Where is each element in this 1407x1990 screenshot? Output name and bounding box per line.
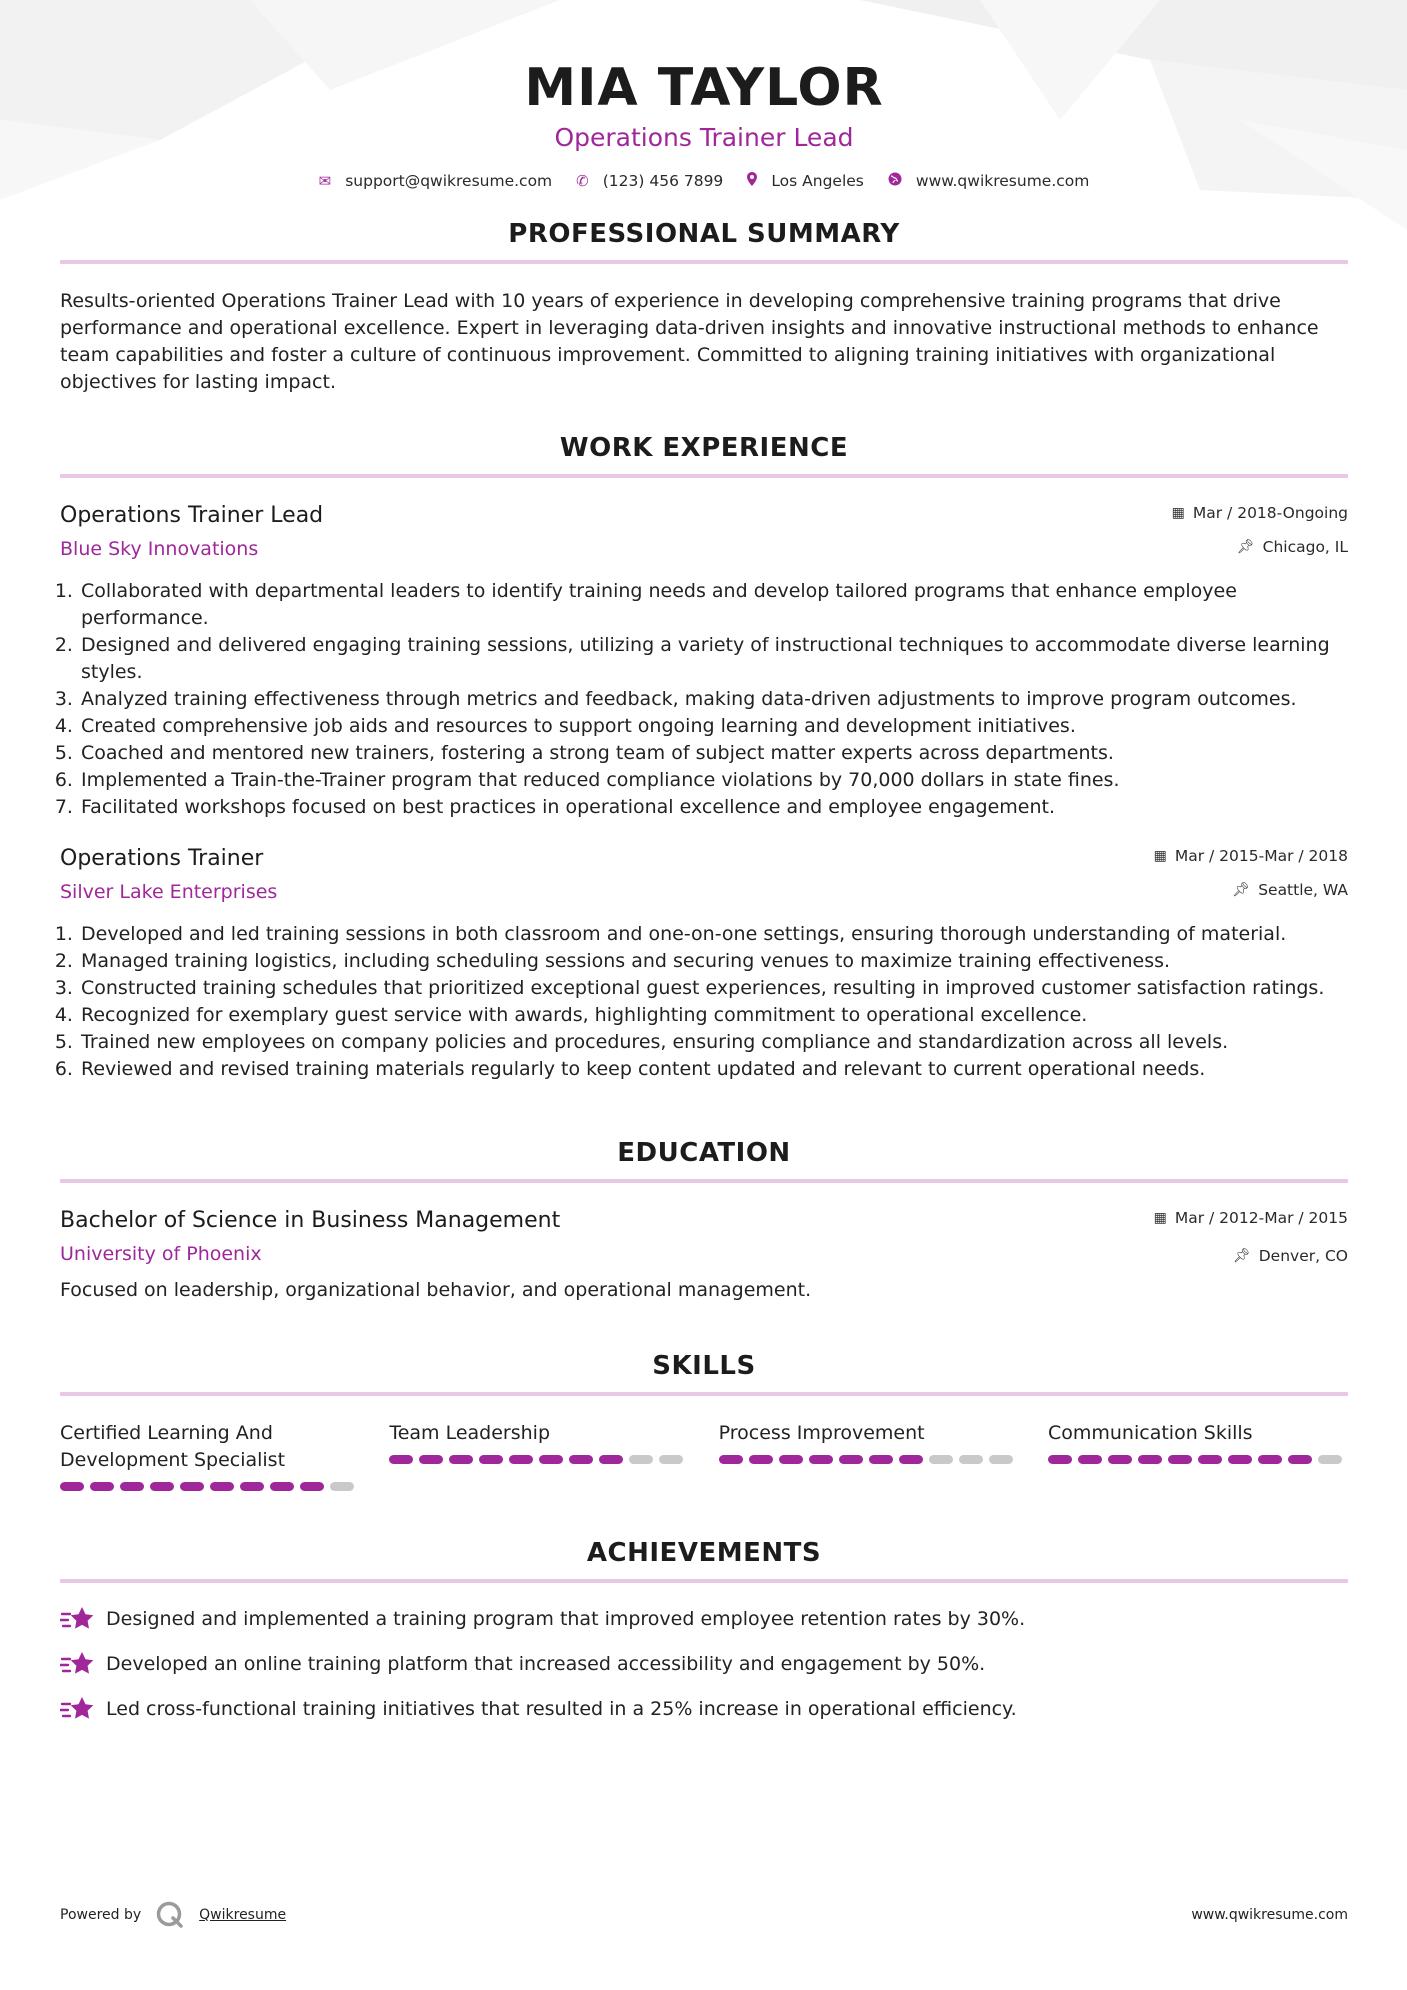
skill-segment-filled <box>479 1455 503 1464</box>
star-icon <box>60 1605 96 1633</box>
education-location: Denver, CO <box>1258 1247 1348 1265</box>
bullet-item: 1. Collaborated with departmental leaders to identify training needs and develop tailored programs that enhance employee performance. <box>79 578 1348 632</box>
job-bullets <box>60 921 1348 1083</box>
contact-bar <box>60 172 1348 190</box>
achievement-item <box>60 1695 1348 1723</box>
skill-segment-empty <box>959 1455 983 1464</box>
powered-by <box>60 1900 286 1930</box>
phone-icon: ✆ <box>576 172 589 190</box>
achievement-item <box>60 1605 1348 1633</box>
education-entry <box>60 1207 1348 1304</box>
achievements-section <box>60 1537 1348 1723</box>
skill-level-bar <box>1048 1455 1348 1464</box>
envelope-icon: ✉ <box>318 172 332 190</box>
skill-segment-filled <box>749 1455 773 1464</box>
star-icon <box>60 1650 96 1678</box>
skill-segment-filled <box>1198 1455 1222 1464</box>
star-icon <box>60 1695 96 1723</box>
contact-location <box>747 172 864 190</box>
powered-by-label: Powered by <box>60 1907 142 1923</box>
page-footer <box>60 1900 1348 1930</box>
skill-item <box>60 1420 360 1491</box>
skill-segment-filled <box>869 1455 893 1464</box>
summary-section <box>60 218 1348 396</box>
footer-website[interactable]: www.qwikresume.com <box>1191 1907 1348 1923</box>
job-bullets <box>60 578 1348 821</box>
phone-text: (123) 456 7899 <box>602 172 724 190</box>
calendar-icon: ▦ <box>1153 848 1167 864</box>
degree-name: Bachelor of Science in Business Management <box>60 1208 561 1233</box>
skill-level-bar <box>60 1482 360 1491</box>
experience-section <box>60 432 1348 1083</box>
job-meta <box>1154 845 1348 901</box>
education-meta <box>1154 1207 1348 1267</box>
skill-segment-filled <box>539 1455 563 1464</box>
skill-segment-filled <box>150 1482 174 1491</box>
skill-segment-filled <box>1258 1455 1282 1464</box>
job-title: Operations Trainer <box>60 846 264 871</box>
bullet-item: 4. Recognized for exemplary guest service with awards, highlighting commitment to operational excellence. <box>79 1002 1348 1029</box>
achievement-text: Designed and implemented a training program that improved employee retention rates by 30%. <box>106 1607 1026 1630</box>
job-title: Operations Trainer Lead <box>60 503 324 528</box>
job-entry <box>60 502 1348 821</box>
bullet-item: 5. Trained new employees on company policies and procedures, ensuring compliance and standardization across all levels. <box>79 1029 1348 1056</box>
skill-segment-empty <box>330 1482 354 1491</box>
location-text: Los Angeles <box>771 172 864 190</box>
candidate-title: Operations Trainer Lead <box>554 123 854 152</box>
contact-email[interactable] <box>319 172 553 190</box>
skill-item <box>719 1420 1019 1491</box>
skill-item <box>389 1420 689 1491</box>
skill-segment-filled <box>1228 1455 1252 1464</box>
skill-segment-filled <box>1138 1455 1162 1464</box>
company-name: Silver Lake Enterprises <box>60 881 278 903</box>
skill-segment-filled <box>1288 1455 1312 1464</box>
bullet-item: 7. Facilitated workshops focused on best practices in operational excellence and employee engagement. <box>79 794 1348 821</box>
skill-segment-empty <box>1318 1455 1342 1464</box>
skill-segment-filled <box>270 1482 294 1491</box>
achievements-list <box>60 1605 1348 1723</box>
bullet-item: 3. Constructed training schedules that prioritized exceptional guest experiences, resulting in improved customer satisfaction ratings. <box>79 975 1348 1002</box>
job-dates: Mar / 2018-Ongoing <box>1192 504 1348 522</box>
skill-segment-filled <box>240 1482 264 1491</box>
bullet-item: 1. Developed and led training sessions in both classroom and one-on-one settings, ensuring thorough understanding of material. <box>79 921 1348 948</box>
job-location: Chicago, IL <box>1262 538 1348 556</box>
skill-segment-empty <box>929 1455 953 1464</box>
pushpin-icon: 📌︎ <box>1236 539 1255 555</box>
skill-segment-filled <box>389 1455 413 1464</box>
skill-segment-filled <box>1108 1455 1132 1464</box>
skills-section <box>60 1350 1348 1491</box>
calendar-icon: ▦ <box>1153 1210 1167 1226</box>
experience-heading: WORK EXPERIENCE <box>60 432 1348 478</box>
skill-segment-filled <box>809 1455 833 1464</box>
map-pin-icon <box>747 172 757 190</box>
summary-heading: PROFESSIONAL SUMMARY <box>60 218 1348 264</box>
skill-segment-filled <box>899 1455 923 1464</box>
skill-segment-filled <box>90 1482 114 1491</box>
skill-name: Certified Learning And Development Specialist <box>60 1422 286 1471</box>
school-name: University of Phoenix <box>60 1243 262 1265</box>
skill-segment-filled <box>120 1482 144 1491</box>
resume-page <box>60 0 1348 1740</box>
education-section <box>60 1137 1348 1304</box>
pushpin-icon: 📌︎ <box>1232 1248 1251 1264</box>
skill-segment-filled <box>1048 1455 1072 1464</box>
bullet-item: 2. Designed and delivered engaging training sessions, utilizing a variety of instructional techniques to accommodate diverse learning styles. <box>79 632 1348 686</box>
skill-segment-empty <box>629 1455 653 1464</box>
skills-heading: SKILLS <box>60 1350 1348 1396</box>
skill-segment-filled <box>599 1455 623 1464</box>
education-dates: Mar / 2012-Mar / 2015 <box>1174 1209 1348 1227</box>
achievement-item <box>60 1650 1348 1678</box>
skill-segment-filled <box>60 1482 84 1491</box>
skill-segment-filled <box>449 1455 473 1464</box>
qwikresume-logo-icon <box>155 1900 185 1930</box>
skill-segment-filled <box>509 1455 533 1464</box>
job-entry <box>60 845 1348 1083</box>
bullet-item: 4. Created comprehensive job aids and resources to support ongoing learning and development initiatives. <box>79 713 1348 740</box>
qwikresume-link[interactable]: Qwikresume <box>199 1907 287 1923</box>
skill-level-bar <box>389 1455 689 1464</box>
website-text: www.qwikresume.com <box>915 172 1090 190</box>
bullet-item: 2. Managed training logistics, including scheduling sessions and securing venues to maximize training effectiveness. <box>79 948 1348 975</box>
email-text: support@qwikresume.com <box>345 172 553 190</box>
pushpin-icon: 📌︎ <box>1232 882 1251 898</box>
skill-level-bar <box>719 1455 1019 1464</box>
summary-text: Results-oriented Operations Trainer Lead with 10 years of experience in developing comprehensive training programs that drive performance and operational excellence. Expert in leveraging data-driven insights and innovative instructional methods to enhance team capabilities and foster a culture of continuous improvement. Committed to aligning training initiatives with organizational objectives for lasting impact. <box>60 290 1319 393</box>
achievements-heading: ACHIEVEMENTS <box>60 1537 1348 1583</box>
contact-phone[interactable] <box>576 172 723 190</box>
skill-item <box>1048 1420 1348 1491</box>
job-location: Seattle, WA <box>1258 881 1348 899</box>
skill-segment-filled <box>210 1482 234 1491</box>
skill-segment-filled <box>719 1455 743 1464</box>
skill-segment-filled <box>1168 1455 1192 1464</box>
resume-header <box>60 0 1348 190</box>
globe-icon <box>888 172 902 190</box>
bullet-item: 5. Coached and mentored new trainers, fostering a strong team of subject matter experts across departments. <box>79 740 1348 767</box>
skill-segment-empty <box>989 1455 1013 1464</box>
company-name: Blue Sky Innovations <box>60 538 259 560</box>
skills-grid <box>60 1420 1348 1491</box>
skill-segment-filled <box>779 1455 803 1464</box>
bullet-item: 3. Analyzed training effectiveness through metrics and feedback, making data-driven adjustments to improve program outcomes. <box>79 686 1348 713</box>
skill-segment-filled <box>839 1455 863 1464</box>
education-description: Focused on leadership, organizational behavior, and operational management. <box>60 1279 812 1301</box>
skill-segment-filled <box>419 1455 443 1464</box>
achievement-text: Led cross-functional training initiatives that resulted in a 25% increase in operational efficiency. <box>106 1697 1017 1720</box>
skill-name: Communication Skills <box>1047 1422 1253 1444</box>
education-heading: EDUCATION <box>60 1137 1348 1183</box>
skill-segment-filled <box>180 1482 204 1491</box>
skill-segment-filled <box>300 1482 324 1491</box>
job-meta <box>1172 502 1348 558</box>
skill-segment-filled <box>569 1455 593 1464</box>
candidate-name: MIA TAYLOR <box>524 58 884 118</box>
job-dates: Mar / 2015-Mar / 2018 <box>1174 847 1348 865</box>
bullet-item: 6. Reviewed and revised training materials regularly to keep content updated and relevant to current operational needs. <box>79 1056 1348 1083</box>
skill-name: Process Improvement <box>718 1422 925 1444</box>
achievement-text: Developed an online training platform that increased accessibility and engagement by 50%. <box>106 1652 986 1675</box>
skill-segment-filled <box>1078 1455 1102 1464</box>
calendar-icon: ▦ <box>1171 505 1185 521</box>
skill-segment-empty <box>659 1455 683 1464</box>
bullet-item: 6. Implemented a Train-the-Trainer program that reduced compliance violations by 70,000 dollars in state fines. <box>79 767 1348 794</box>
skill-name: Team Leadership <box>389 1422 551 1444</box>
contact-website[interactable] <box>888 172 1089 190</box>
